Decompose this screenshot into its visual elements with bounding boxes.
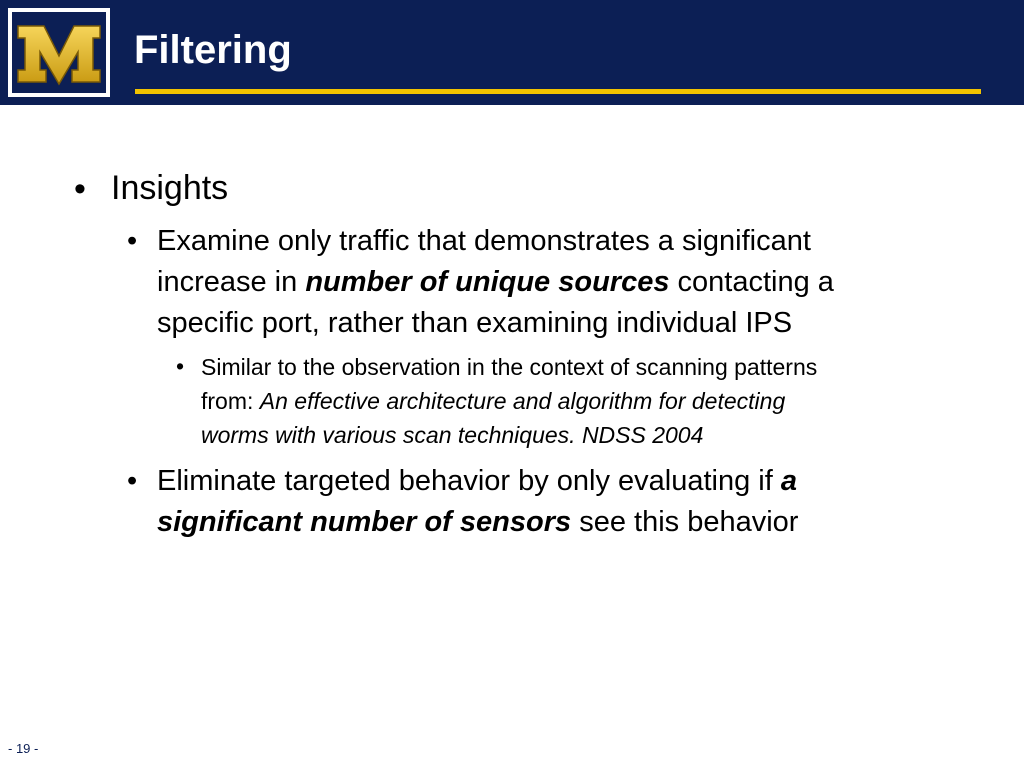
bullet-marker: • bbox=[74, 170, 86, 208]
eliminate-line-1 bbox=[157, 465, 797, 498]
emphasis-significant-sensors: significant number of sensors bbox=[157, 506, 572, 538]
eliminate-line-2 bbox=[157, 506, 798, 539]
examine-line-2-prefix: increase in bbox=[157, 266, 306, 298]
examine-line-1: Examine only traffic that demonstrates a significant bbox=[157, 225, 811, 257]
page-number: - 19 - bbox=[8, 741, 39, 756]
similar-line-1: Similar to the observation in the context of scanning patterns bbox=[201, 354, 818, 380]
eliminate-line-2-suffix: see this behavior bbox=[571, 506, 799, 538]
bullet-marker: • bbox=[176, 353, 185, 379]
eliminate-line-1-prefix: Eliminate targeted behavior by only evaluating if bbox=[157, 465, 781, 497]
bullet-marker: • bbox=[127, 465, 138, 497]
paper-citation-part-2: worms with various scan techniques. NDSS 2004 bbox=[201, 422, 704, 448]
bullet-insights: Insights bbox=[111, 169, 229, 207]
similar-line-2 bbox=[201, 388, 785, 415]
bullet-marker: • bbox=[127, 225, 138, 257]
examine-line-2 bbox=[157, 266, 834, 299]
emphasis-a: a bbox=[780, 465, 798, 497]
emphasis-unique-sources: number of unique sources bbox=[305, 266, 670, 298]
paper-citation-part-1: An effective architecture and algorithm for detecting bbox=[259, 388, 786, 414]
examine-line-3: specific port, rather than examining individual IPS bbox=[157, 307, 793, 339]
examine-line-2-suffix: contacting a bbox=[669, 266, 834, 298]
slide-title: Filtering bbox=[134, 28, 292, 72]
similar-line-2-prefix: from: bbox=[201, 388, 260, 414]
